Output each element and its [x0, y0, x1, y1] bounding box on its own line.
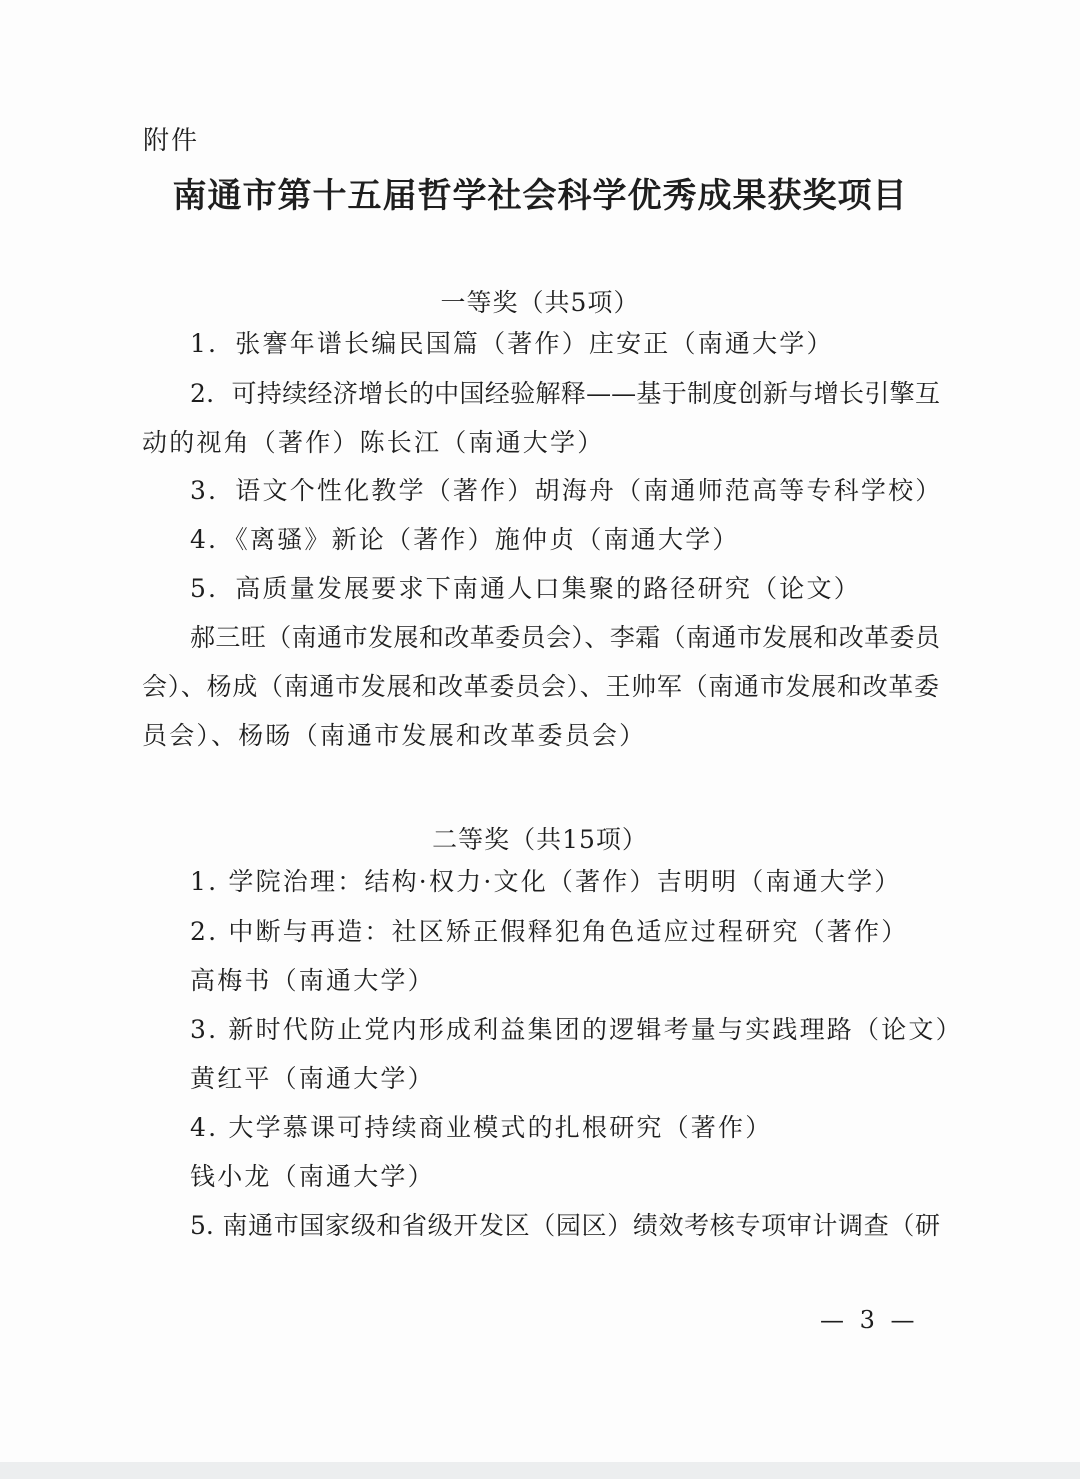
- first-prize-item-3: 3．语文个性化教学（著作）胡海舟（南通师范高等专科学校）: [190, 476, 943, 505]
- attachment-label: 附件: [143, 126, 200, 156]
- second-prize-item-3-title: 3. 新时代防止党内形成利益集团的逻辑考量与实践理路（论文）: [190, 1015, 963, 1044]
- second-prize-heading: 二等奖（共15项）: [432, 825, 648, 854]
- first-prize-item-4: 4．《离骚》新论（著作）施仲贞（南通大学）: [190, 525, 740, 554]
- second-prize-item-4-author: 钱小龙（南通大学）: [190, 1162, 435, 1191]
- first-prize-item-5-authors-line-3: 员会）、杨旸（南通市发展和改革委员会）: [142, 721, 647, 750]
- first-prize-item-5-title: 5．高质量发展要求下南通人口集聚的路径研究（论文）: [190, 574, 861, 603]
- second-prize-item-2-author: 高梅书（南通大学）: [190, 966, 435, 995]
- document-title: 南通市第十五届哲学社会科学优秀成果获奖项目: [172, 176, 908, 216]
- first-prize-item-5-authors-line-1: 郝三旺（南通市发展和改革委员会）、李霜（南通市发展和改革委员: [190, 623, 940, 652]
- first-prize-item-2-line-2: 动的视角（著作）陈长江（南通大学）: [142, 428, 605, 457]
- second-prize-item-1: 1. 学院治理：结构·权力·文化（著作）吉明明（南通大学）: [190, 867, 902, 896]
- first-prize-item-5-authors-line-2: 会）、杨成（南通市发展和改革委员会）、王帅军（南通市发展和改革委: [142, 672, 939, 701]
- second-prize-item-4-title: 4. 大学慕课可持续商业模式的扎根研究（著作）: [190, 1113, 773, 1142]
- second-prize-item-3-author: 黄红平（南通大学）: [190, 1064, 435, 1093]
- second-prize-item-2-title: 2. 中断与再造：社区矫正假释犯角色适应过程研究（著作）: [190, 917, 909, 946]
- first-prize-heading: 一等奖（共5项）: [440, 288, 640, 317]
- first-prize-item-1: 1．张謇年谱长编民国篇（著作）庄安正（南通大学）: [190, 329, 834, 358]
- page-number: — 3 —: [820, 1306, 919, 1334]
- first-prize-item-2-line-1: 2．可持续经济增长的中国经验解释——基于制度创新与增长引擎互: [190, 379, 940, 408]
- bottom-strip: [0, 1462, 1080, 1479]
- second-prize-item-5-title: 5. 南通市国家级和省级开发区（园区）绩效考核专项审计调查（研: [190, 1211, 940, 1240]
